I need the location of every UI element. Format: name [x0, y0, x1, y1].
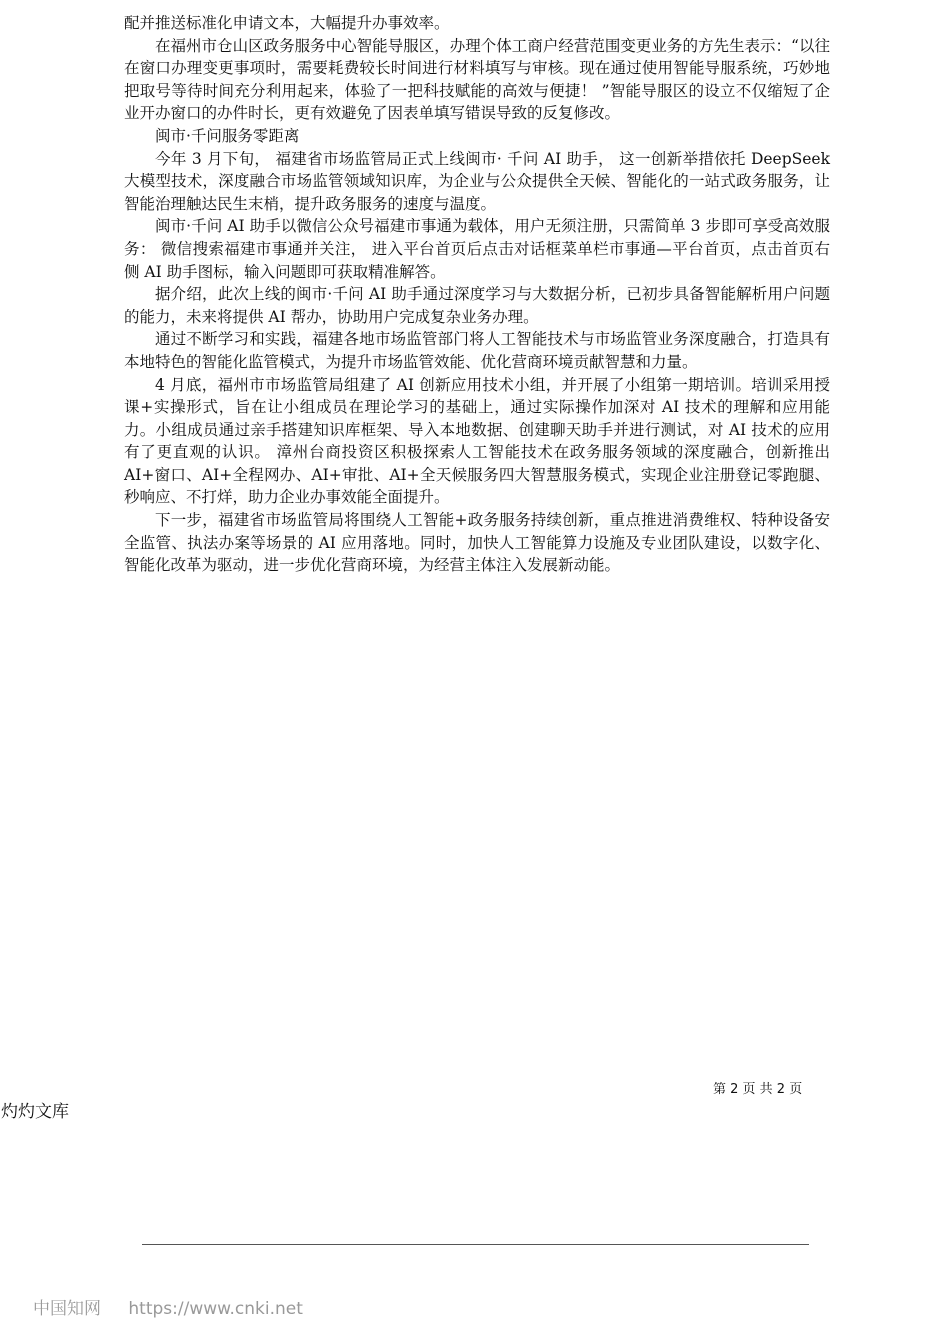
page-number: 第 2 页 共 2 页	[713, 1082, 803, 1097]
paragraph: 4 月底，福州市市场监管局组建了 AI 创新应用技术小组，并开展了小组第一期培训。培训采用授课+实操形式，旨在让小组成员在理论学习的基础上，通过实际操作加深对 AI 技术的理解和应用能力。小组成员通过亲手搭建知识库框架、导入本地数据、创建聊天助手并进行测试，对 AI 技术的应用有了更直观的认识。 漳州台商投资区积极探索人工智能技术在政务服务领域的深度融合，创新推出 AI+窗口、AI+全程网办、AI+审批、AI+全天候服务四大智慧服务模式，实现企业注册登记零跑腿、秒响应、不打烊，助力企业办事效能全面提升。	[124, 375, 830, 507]
footer-divider	[142, 1244, 809, 1245]
paragraph-continued: 配并推送标准化申请文本，大幅提升办事效率。	[124, 14, 450, 32]
library-watermark: 灼灼文库	[1, 1102, 69, 1122]
paragraph: 通过不断学习和实践，福建各地市场监管部门将人工智能技术与市场监管业务深度融合，打造具有本地特色的智能化监管模式，为提升市场监管效能、优化营商环境贡献智慧和力量。	[124, 330, 830, 371]
paragraph: 闽市·千问 AI 助手以微信公众号福建市事通为载体，用户无须注册，只需简单 3 步即可享受高效服务： 微信搜索福建市事通并关注， 进入平台首页后点击对话框菜单栏市事通—平台首页，点击首页右侧 AI 助手图标，输入问题即可获取精准解答。	[124, 217, 830, 281]
paragraph: 今年 3 月下旬， 福建省市场监管局正式上线闽市· 千问 AI 助手， 这一创新举措依托 DeepSeek 大模型技术，深度融合市场监管领域知识库，为企业与公众提供全天候、智能化的一站式政务服务，让智能治理触达民生末梢，提升政务服务的速度与温度。	[124, 149, 830, 213]
cnki-brand: 中国知网	[33, 1299, 101, 1319]
cnki-footer	[33, 1294, 303, 1319]
article-body	[124, 12, 830, 577]
paragraph: 下一步，福建省市场监管局将围绕人工智能+政务服务持续创新，重点推进消费维权、特种设备安全监管、执法办案等场景的 AI 应用落地。同时，加快人工智能算力设施及专业团队建设，以数字化、智能化改革为驱动，进一步优化营商环境，为经营主体注入发展新动能。	[124, 511, 830, 575]
paragraph: 在福州市仓山区政务服务中心智能导服区，办理个体工商户经营范围变更业务的方先生表示：“以往在窗口办理变更事项时，需要耗费较长时间进行材料填写与审核。现在通过使用智能导服系统，巧妙地把取号等待时间充分利用起来，体验了一把科技赋能的高效与便捷！ ”智能导服区的设立不仅缩短了企业开办窗口的办件时长，更有效避免了因表单填写错误导致的反复修改。	[124, 36, 830, 123]
section-heading: 闽市·千问服务零距离	[155, 126, 300, 145]
paragraph: 据介绍，此次上线的闽市·千问 AI 助手通过深度学习与大数据分析，已初步具备智能解析用户问题的能力，未来将提供 AI 帮办，协助用户完成复杂业务办理。	[124, 285, 830, 326]
cnki-url: https://www.cnki.net	[128, 1299, 303, 1319]
